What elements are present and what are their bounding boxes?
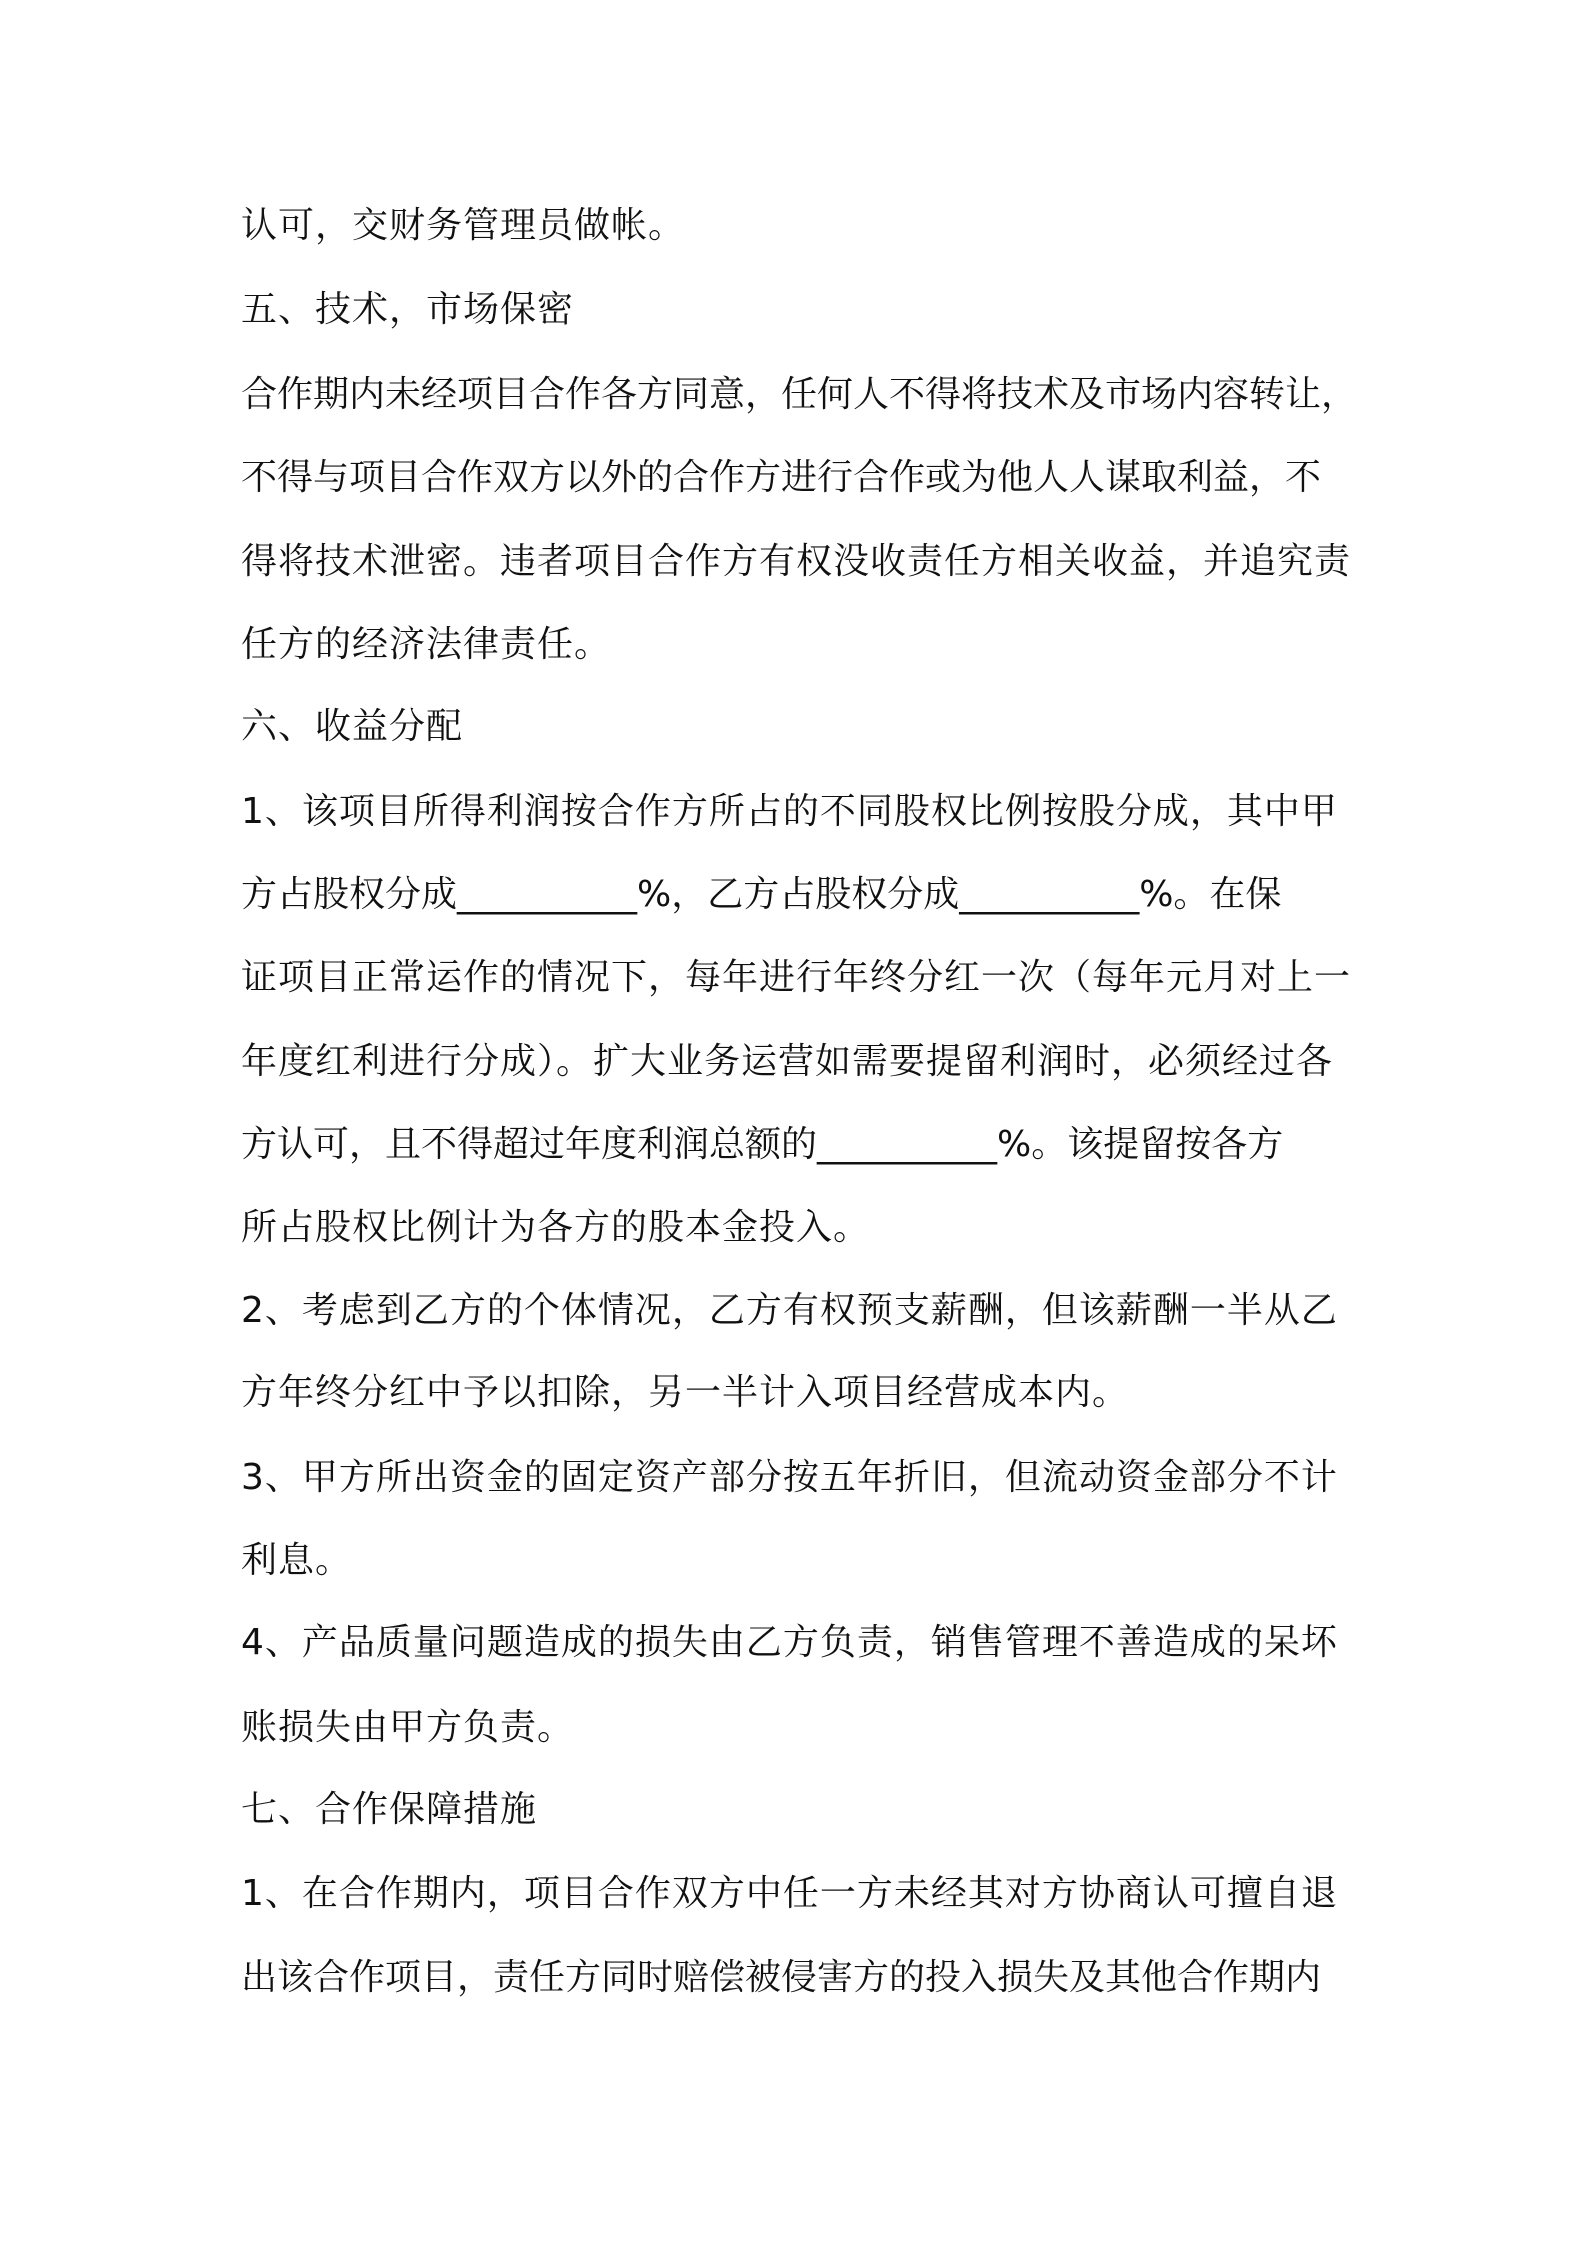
section-heading: 六、收益分配	[241, 706, 464, 747]
text-line: 证项目正常运作的情况下，每年进行年终分红一次（每年元月对上一	[241, 957, 1352, 998]
text-line: 不得与项目合作双方以外的合作方进行合作或为他人人谋取利益，不	[241, 457, 1322, 498]
text-line: 2、考虑到乙方的个体情况，乙方有权预支薪酬，但该薪酬一半从乙	[241, 1290, 1338, 1331]
text-line: 方认可，且不得超过年度利润总额的__________%。该提留按各方	[241, 1124, 1284, 1165]
text-line: 方年终分红中予以扣除，另一半计入项目经营成本内。	[241, 1372, 1130, 1413]
text-line: 4、产品质量问题造成的损失由乙方负责，销售管理不善造成的呆坏	[241, 1622, 1338, 1663]
text-line: 合作期内未经项目合作各方同意，任何人不得将技术及市场内容转让，	[241, 374, 1358, 415]
text-line: 出该合作项目，责任方同时赔偿被侵害方的投入损失及其他合作期内	[241, 1957, 1322, 1998]
text-line: 得将技术泄密。违者项目合作方有权没收责任方相关收益，并追究责	[241, 541, 1352, 582]
section-heading: 七、合作保障措施	[241, 1789, 538, 1830]
text-line: 所占股权比例计为各方的股本金投入。	[241, 1207, 871, 1248]
text-line: 账损失由甲方负责。	[241, 1707, 575, 1748]
text-line: 1、该项目所得利润按合作方所占的不同股权比例按股分成，其中甲	[241, 791, 1338, 832]
text-line: 认可，交财务管理员做帐。	[241, 205, 686, 246]
text-line: 3、甲方所出资金的固定资产部分按五年折旧，但流动资金部分不计	[241, 1457, 1338, 1498]
text-line: 任方的经济法律责任。	[241, 624, 612, 665]
text-line: 方占股权分成__________%，乙方占股权分成__________%。在保	[241, 874, 1282, 915]
section-heading: 五、技术，市场保密	[241, 289, 575, 330]
text-line: 1、在合作期内，项目合作双方中任一方未经其对方协商认可擅自退	[241, 1873, 1338, 1914]
text-line: 利息。	[241, 1540, 353, 1581]
text-line: 年度红利进行分成）。扩大业务运营如需要提留利润时，必须经过各	[241, 1041, 1334, 1082]
